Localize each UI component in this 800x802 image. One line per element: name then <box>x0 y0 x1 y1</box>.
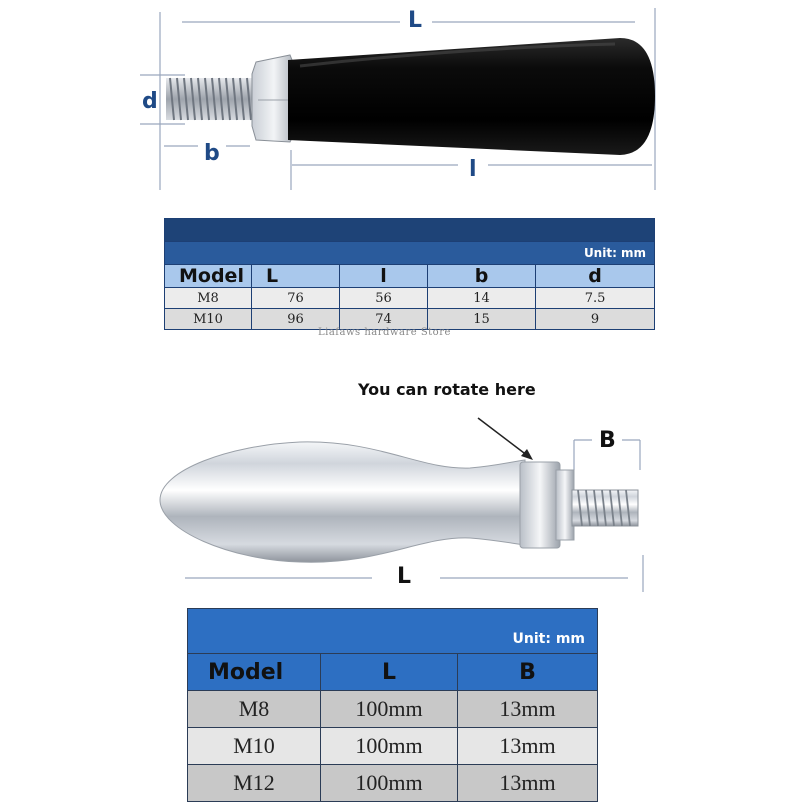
table2-cell-L: 100mm <box>321 728 458 765</box>
table1-cell-L: 76 <box>252 288 340 309</box>
table1-cell-model: M8 <box>165 288 252 309</box>
table1-cell-L: 96 <box>252 309 340 330</box>
store-watermark: Liafaws hardware Store <box>318 327 451 338</box>
table1-header-L: L <box>252 265 340 288</box>
dimension-label-B: B <box>599 428 616 453</box>
table2-cell-L: 100mm <box>321 691 458 728</box>
rotate-note: You can rotate here <box>358 380 536 399</box>
table-row <box>188 765 598 802</box>
table1-header-l: l <box>340 265 428 288</box>
table2-header-L: L <box>321 654 458 691</box>
table1-header-b: b <box>428 265 536 288</box>
table1-cell-d: 7.5 <box>536 288 655 309</box>
table2-cell-model: M12 <box>188 765 321 802</box>
table1-cell-d: 9 <box>536 309 655 330</box>
table2-header-row <box>188 654 598 691</box>
rotate-arrow <box>478 418 528 456</box>
dimension-label-L: L <box>408 8 423 33</box>
table1-cell-l: 74 <box>340 309 428 330</box>
table1-unit-label: Unit: mm <box>165 242 655 265</box>
dimension-label-l: l <box>469 157 477 182</box>
table2-cell-B: 13mm <box>458 728 598 765</box>
table1-header-d: d <box>536 265 655 288</box>
table2-unit-row <box>188 609 598 654</box>
table2-header-model: Model <box>188 654 321 691</box>
table2-cell-B: 13mm <box>458 691 598 728</box>
dimension-label-b: b <box>204 141 220 166</box>
table1-cell-model: M10 <box>165 309 252 330</box>
table-row <box>188 728 598 765</box>
table1-header-model: Model <box>165 265 252 288</box>
bottom-chrome-handle <box>160 442 525 562</box>
bottom-collar <box>520 462 560 548</box>
table2-cell-B: 13mm <box>458 765 598 802</box>
table1-cell-b: 14 <box>428 288 536 309</box>
spec-table-chrome-handle <box>187 608 598 802</box>
table2-unit-label: Unit: mm <box>188 609 598 654</box>
dimension-label-L-bottom: L <box>397 564 412 589</box>
table2-cell-L: 100mm <box>321 765 458 802</box>
table2-header-B: B <box>458 654 598 691</box>
dimension-label-d: d <box>142 89 158 114</box>
table-row <box>188 691 598 728</box>
table1-cell-l: 56 <box>340 288 428 309</box>
table2-cell-model: M8 <box>188 691 321 728</box>
table2-cell-model: M10 <box>188 728 321 765</box>
table1-cell-b: 15 <box>428 309 536 330</box>
